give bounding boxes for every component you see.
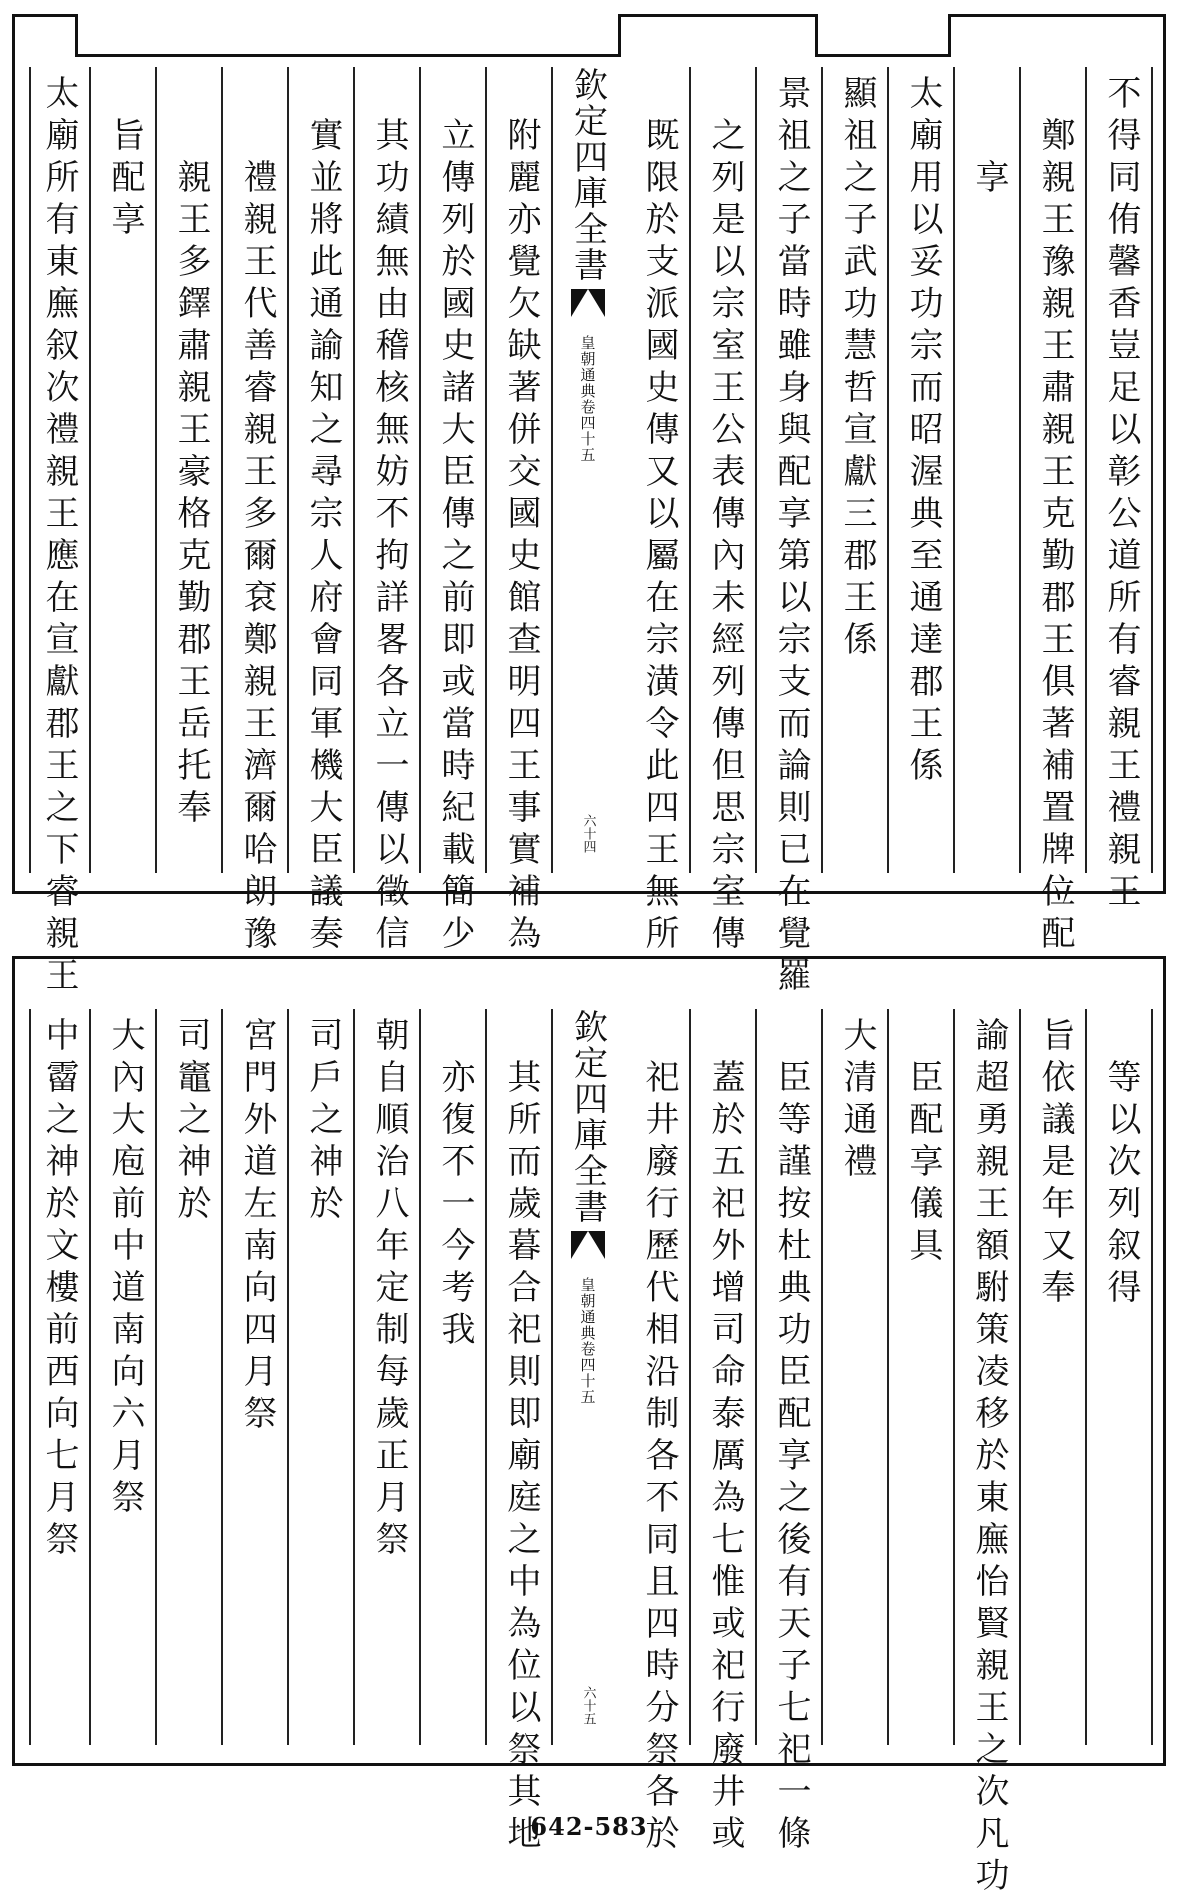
bottom-text-column <box>297 1017 349 1735</box>
bottom-column-text: 諭超勇親王額駙策凌移於東廡怡賢親王之次凡功 <box>969 1017 1009 1899</box>
bottom-text-column <box>33 1017 85 1735</box>
top-column-rule <box>821 67 823 873</box>
top-column-text: 太廟所有東廡叙次禮親王應在宣獻郡王之下睿親王 <box>39 75 79 999</box>
bottom-text-column <box>429 1017 481 1735</box>
bottom-text-column <box>363 1017 415 1735</box>
bottom-text-column <box>831 1017 883 1735</box>
bottom-column-text: 朝自順治八年定制每歲正月祭 <box>369 1017 409 1563</box>
bottom-header-small: 皇朝通典 <box>578 1277 597 1341</box>
top-column-text: 景祖之子當時雖身與配享第以宗支而論則已在覺羅 <box>771 75 811 999</box>
top-column-rule <box>287 67 289 873</box>
bottom-fish-tail-mark <box>571 1231 605 1271</box>
bottom-column-text: 等以次列叙得 <box>1101 1059 1141 1311</box>
bottom-column-text: 臣等謹按杜典功臣配享之後有天子七祀一條 <box>771 1059 811 1857</box>
top-column-text: 享 <box>969 159 1009 201</box>
top-column-text: 立傳列於國史諸大臣傳之前即或當時紀載簡少 <box>435 117 475 957</box>
top-column-text: 實並將此通諭知之尋宗人府會同軍機大臣議奏 <box>303 117 343 957</box>
top-column-text: 既限於支派國史傳又以屬在宗潢令此四王無所 <box>639 117 679 957</box>
bottom-column-rule <box>689 1009 691 1745</box>
bottom-column-rule <box>551 1009 553 1745</box>
bottom-text-column <box>495 1017 547 1857</box>
bottom-column-text: 旨依議是年又奉 <box>1035 1017 1075 1311</box>
top-fish-tail-mark <box>571 289 605 329</box>
bottom-volume-small: 卷四十五 <box>578 1341 597 1405</box>
top-column-text: 旨配享 <box>105 117 145 243</box>
top-text-column <box>963 75 1015 863</box>
top-text-column <box>33 75 85 999</box>
top-column-text: 顯祖之子武功慧哲宣獻三郡王係 <box>837 75 877 663</box>
bottom-text-column <box>633 1017 685 1857</box>
top-text-column <box>297 75 349 957</box>
bottom-column-text: 其所而歲暮合祀則即廟庭之中為位以祭其地 <box>501 1059 541 1857</box>
top-column-rule <box>29 67 31 873</box>
bottom-text-column <box>699 1017 751 1857</box>
top-column-rule <box>485 67 487 873</box>
bottom-column-rule <box>1019 1009 1021 1745</box>
top-column-text: 親王多鐸肅親王豪格克勤郡王岳托奉 <box>171 159 211 831</box>
bottom-column-rule <box>419 1009 421 1745</box>
top-volume-small: 卷四十五 <box>578 399 597 463</box>
top-tab-notch-right <box>815 14 951 57</box>
bottom-column-rule <box>353 1009 355 1745</box>
bottom-column-rule <box>1085 1009 1087 1745</box>
bottom-center-column <box>560 1009 616 1745</box>
top-column-rule <box>353 67 355 873</box>
bottom-column-text: 宮門外道左南向四月祭 <box>237 1017 277 1437</box>
top-column-rule <box>1085 67 1087 873</box>
top-column-rule <box>419 67 421 873</box>
top-text-column <box>165 75 217 863</box>
top-column-text: 太廟用以妥功宗而昭渥典至通達郡王係 <box>903 75 943 789</box>
top-column-rule <box>221 67 223 873</box>
bottom-page-number: 六十五 <box>580 1686 596 1725</box>
top-text-column <box>699 75 751 957</box>
bottom-text-column <box>897 1017 949 1735</box>
top-book-title: 欽定四庫全書 <box>567 67 608 283</box>
top-column-rule <box>887 67 889 873</box>
top-text-column <box>633 75 685 957</box>
bottom-text-column <box>1029 1017 1081 1735</box>
bottom-column-text: 大清通禮 <box>837 1017 877 1185</box>
top-header-small: 皇朝通典 <box>578 335 597 399</box>
bottom-text-column <box>1095 1017 1147 1735</box>
bottom-column-rule <box>89 1009 91 1745</box>
top-center-column <box>560 67 616 873</box>
bottom-column-rule <box>155 1009 157 1745</box>
bottom-column-text: 祀井廢行歷代相沿制各不同且四時分祭各於 <box>639 1059 679 1857</box>
top-text-column <box>897 75 949 863</box>
bottom-column-rule <box>755 1009 757 1745</box>
footer-code: 642-583 <box>530 1812 648 1841</box>
bottom-column-rule <box>953 1009 955 1745</box>
bottom-column-rule <box>821 1009 823 1745</box>
top-column-rule <box>689 67 691 873</box>
bottom-column-text: 中霤之神於文樓前西向七月祭 <box>39 1017 79 1563</box>
top-column-text: 其功績無由稽核無妨不拘詳畧各立一傳以徵信 <box>369 117 409 957</box>
bottom-column-text: 臣配享儀具 <box>903 1059 943 1269</box>
top-tab-notch-left <box>75 14 621 57</box>
top-column-rule <box>89 67 91 873</box>
bottom-column-rule <box>1151 1009 1153 1745</box>
bottom-column-rule <box>485 1009 487 1745</box>
top-text-column <box>765 75 817 999</box>
top-column-rule <box>953 67 955 873</box>
bottom-column-text: 蓋於五祀外增司命泰厲為七惟或祀行廢井或 <box>705 1059 745 1857</box>
top-column-text: 鄭親王豫親王肅親王克勤郡王俱著補置牌位配 <box>1035 117 1075 957</box>
bottom-column-text: 司竈之神於 <box>171 1017 211 1227</box>
bottom-column-rule <box>287 1009 289 1745</box>
bottom-text-column <box>99 1017 151 1735</box>
top-column-text: 不得同侑馨香豈足以彰公道所有睿親王禮親王 <box>1101 75 1141 915</box>
top-text-column <box>99 75 151 863</box>
top-column-rule <box>755 67 757 873</box>
bottom-column-text: 大內大庖前中道南向六月祭 <box>105 1017 145 1521</box>
bottom-text-column <box>165 1017 217 1735</box>
bottom-column-text: 司戶之神於 <box>303 1017 343 1227</box>
bottom-column-rule <box>887 1009 889 1745</box>
top-column-rule <box>1019 67 1021 873</box>
top-text-column <box>231 75 283 957</box>
top-text-column <box>429 75 481 957</box>
top-column-rule <box>1151 67 1153 873</box>
bottom-book-title: 欽定四庫全書 <box>567 1009 608 1225</box>
top-column-rule <box>155 67 157 873</box>
top-page-number: 六十四 <box>580 814 596 853</box>
bottom-column-text: 亦復不一今考我 <box>435 1059 475 1353</box>
bottom-text-column <box>765 1017 817 1857</box>
bottom-column-rule <box>221 1009 223 1745</box>
top-text-column <box>363 75 415 957</box>
top-text-column <box>1029 75 1081 957</box>
bottom-text-column <box>231 1017 283 1735</box>
bottom-text-column <box>963 1017 1015 1899</box>
top-column-text: 之列是以宗室王公表傳內未經列傳但思宗室傳 <box>705 117 745 957</box>
top-column-text: 禮親王代善睿親王多爾袞鄭親王濟爾哈朗豫 <box>237 159 277 957</box>
top-text-column <box>831 75 883 863</box>
top-column-text: 附麗亦覺欠缺著併交國史館查明四王事實補為 <box>501 117 541 957</box>
top-text-column <box>1095 75 1147 915</box>
top-page-panel <box>12 14 1166 999</box>
top-column-rule <box>551 67 553 873</box>
top-text-column <box>495 75 547 957</box>
bottom-column-rule <box>29 1009 31 1745</box>
